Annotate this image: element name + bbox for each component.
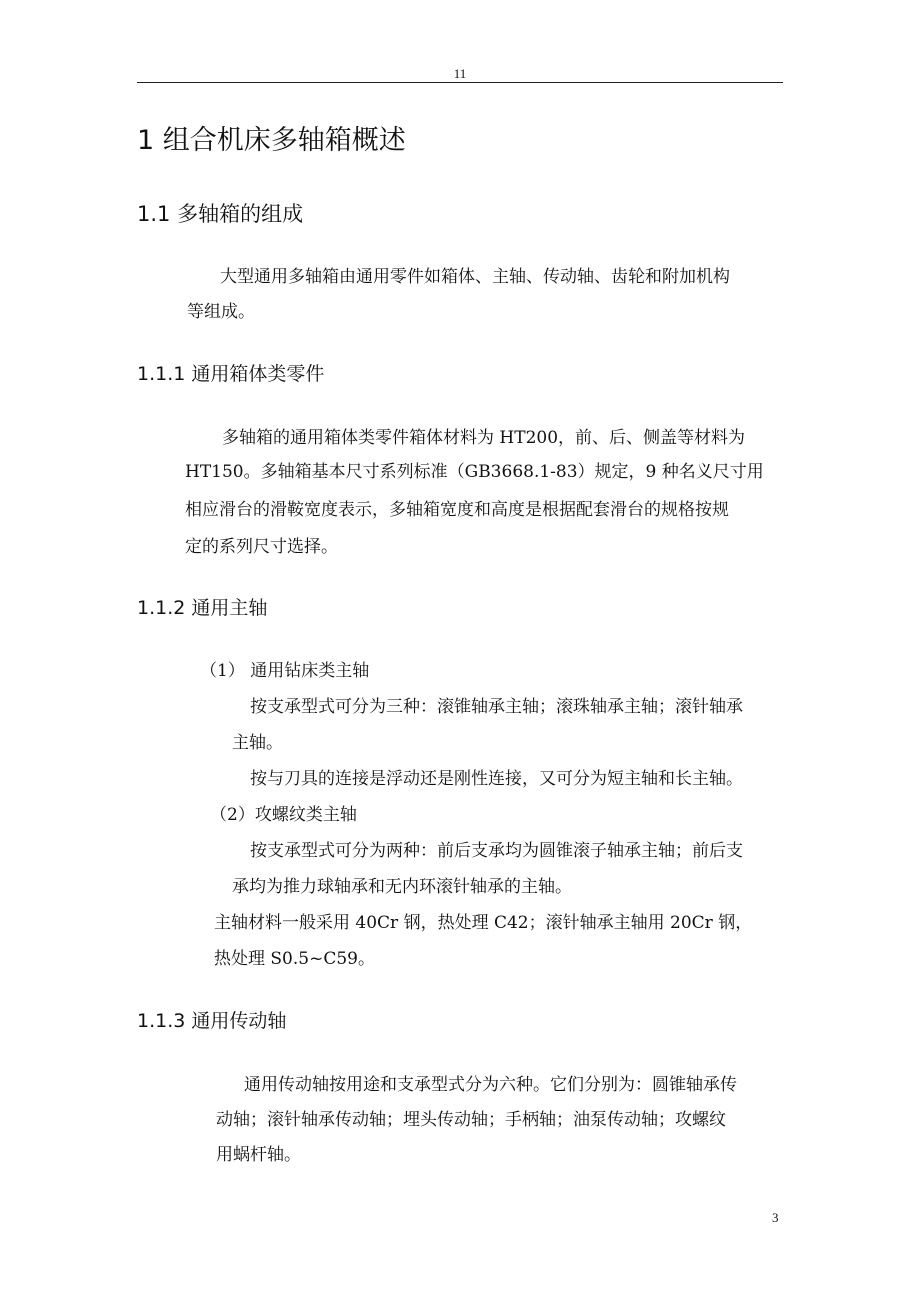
paragraph-line: 多轴箱的通用箱体类零件箱体材料为 HT200，前、后、侧盖等材料为: [222, 428, 746, 448]
list-item-title: （2）攻螺纹类主轴: [210, 805, 357, 825]
paragraph-line: 承均为推力球轴承和无内环滚针轴承的主轴。: [232, 877, 572, 897]
paragraph-line: 定的系列尺寸选择。: [185, 537, 338, 557]
paragraph-line: 相应滑台的滑鞍宽度表示，多轴箱宽度和高度是根据配套滑台的规格按规: [185, 500, 729, 520]
paragraph-line: 动轴；滚针轴承传动轴；埋头传动轴；手柄轴；油泵传动轴；攻螺纹: [216, 1110, 726, 1130]
paragraph-line: HT150。多轴箱基本尺寸系列标准（GB3668.1-83）规定，9 种名义尺寸用: [185, 462, 764, 482]
paragraph-line: 主轴材料一般采用 40Cr 钢，热处理 C42；滚针轴承主轴用 20Cr 钢，: [214, 913, 753, 933]
paragraph-line: 大型通用多轴箱由通用零件如箱体、主轴、传动轴、齿轮和附加机构: [220, 267, 730, 287]
paragraph-line: 主轴。: [232, 733, 283, 753]
header-rule: [137, 82, 783, 83]
paragraph-line: 用蜗杆轴。: [216, 1145, 301, 1165]
paragraph-line: 等组成。: [187, 302, 255, 322]
paragraph-line: 热处理 S0.5~C59。: [214, 949, 375, 969]
paragraph-line: 按支承型式可分为两种：前后支承均为圆锥滚子轴承主轴；前后支: [250, 841, 743, 861]
section-1-1-1-heading: 1.1.1 通用箱体类零件: [137, 363, 325, 385]
chapter-title: 1 组合机床多轴箱概述: [137, 125, 406, 156]
paragraph-line: 按支承型式可分为三种：滚锥轴承主轴；滚珠轴承主轴；滚针轴承: [250, 697, 743, 717]
paragraph-line: 通用传动轴按用途和支承型式分为六种。它们分别为：圆锥轴承传: [244, 1075, 737, 1095]
list-item-title: （1） 通用钻床类主轴: [200, 661, 370, 681]
section-1-1-heading: 1.1 多轴箱的组成: [137, 202, 304, 226]
paragraph-line: 按与刀具的连接是浮动还是刚性连接，又可分为短主轴和长主轴。: [250, 769, 743, 789]
section-1-1-3-heading: 1.1.3 通用传动轴: [137, 1010, 287, 1032]
header-page-number: 11: [453, 66, 467, 81]
footer-page-number: 3: [772, 1210, 779, 1225]
section-1-1-2-heading: 1.1.2 通用主轴: [137, 597, 268, 619]
